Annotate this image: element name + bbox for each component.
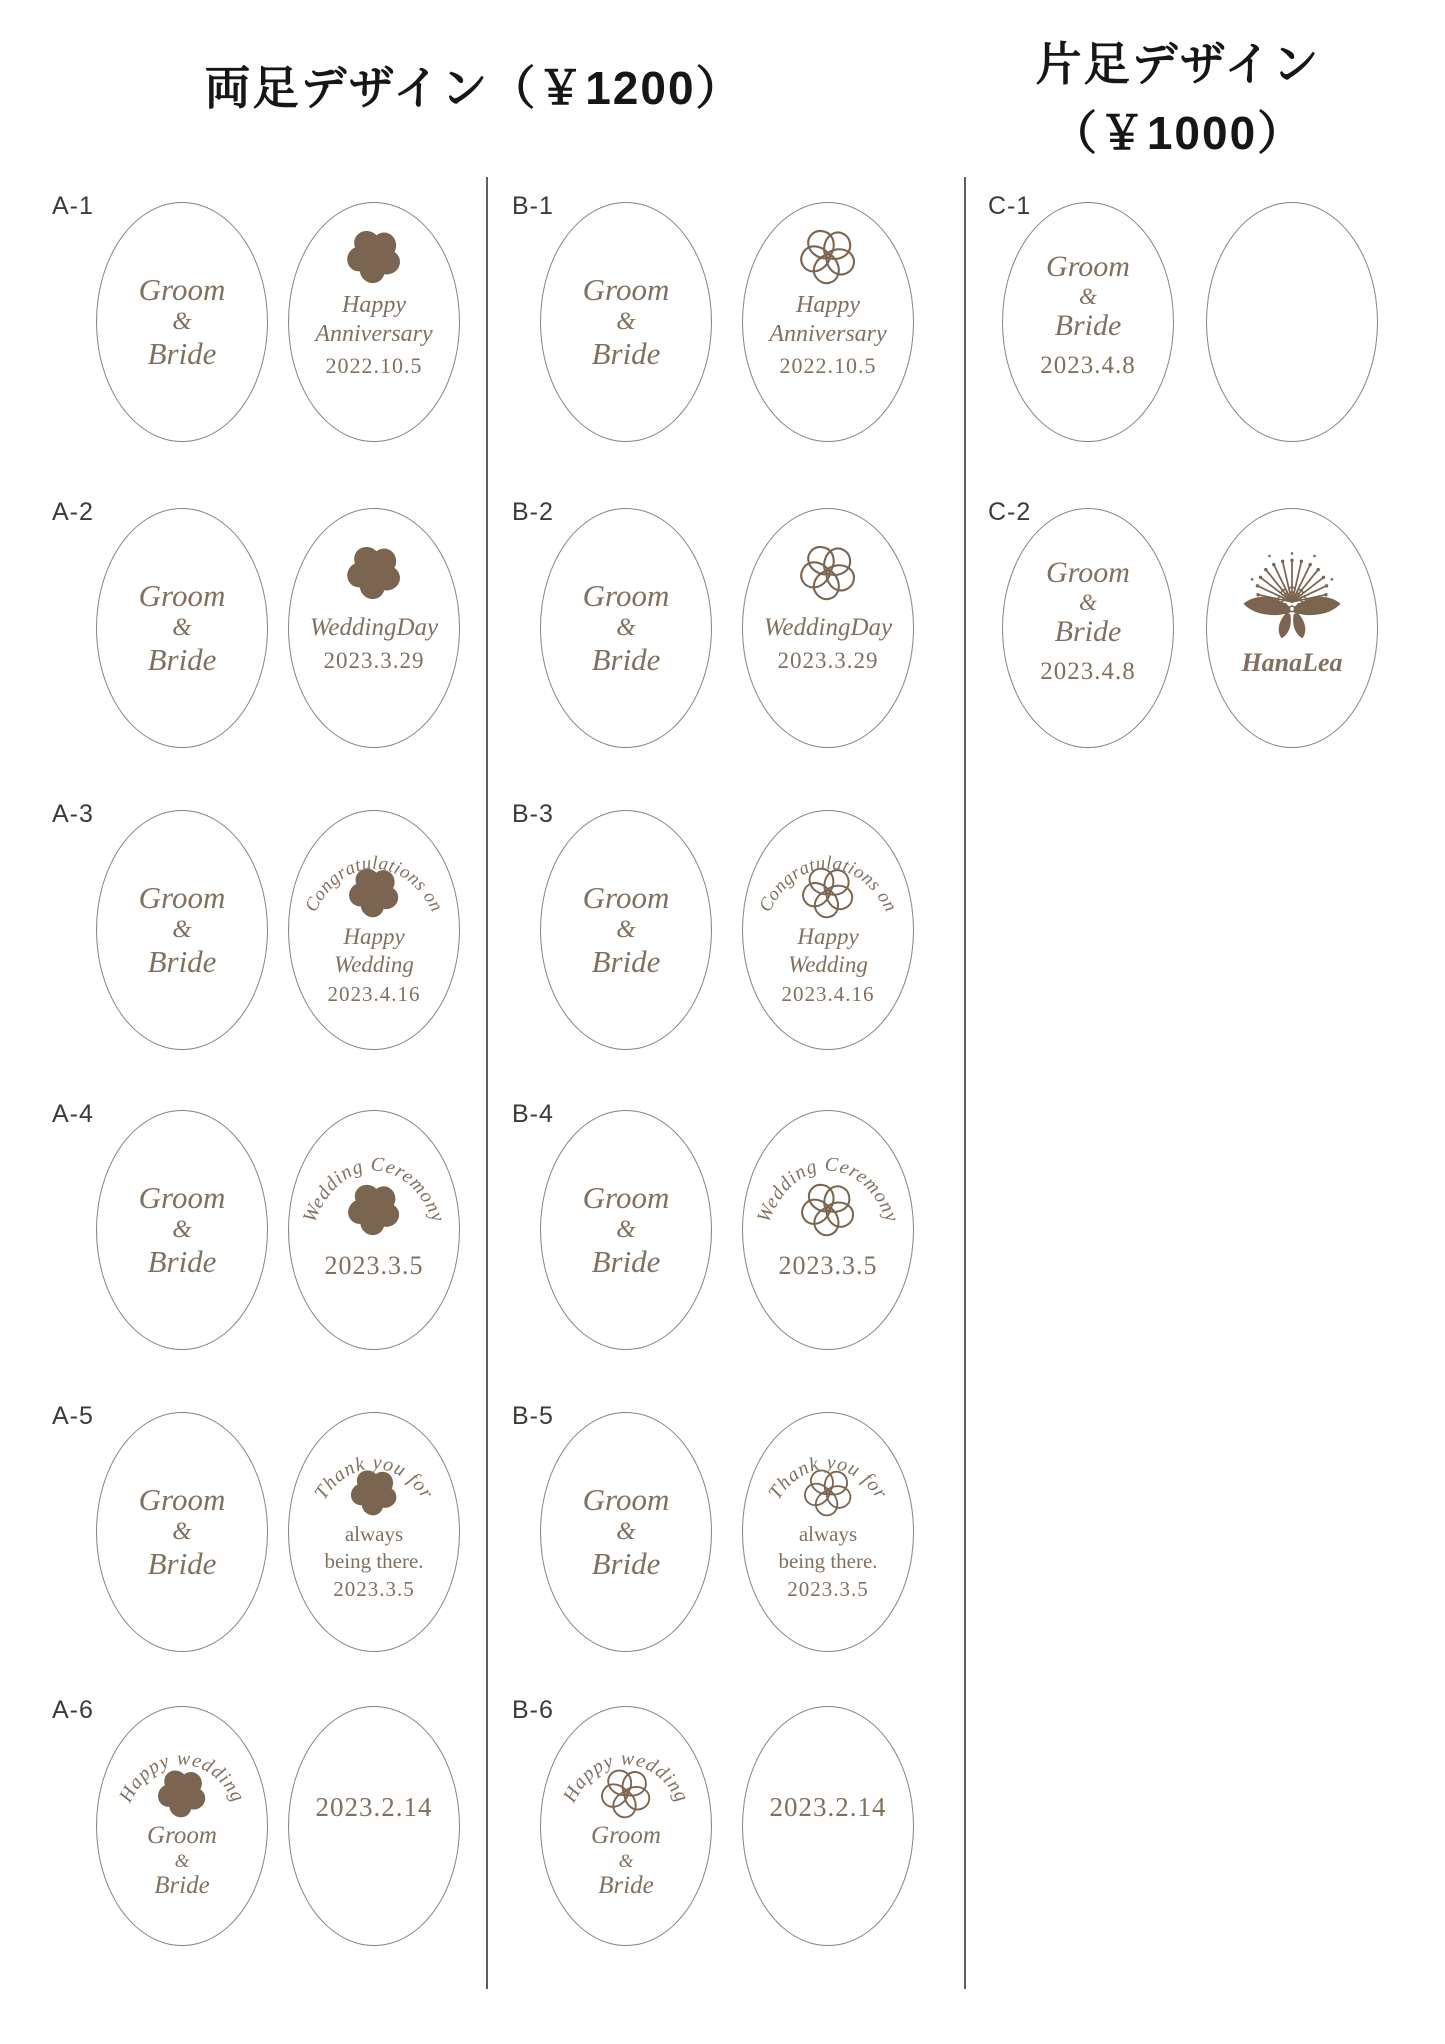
ampersand-text: &	[1079, 283, 1097, 309]
groom-text: Groom	[138, 879, 226, 915]
groom-text: Groom	[138, 1179, 226, 1215]
groom-text: Groom	[582, 1179, 670, 1215]
date-text: 2022.10.5	[325, 352, 423, 378]
plumeria-flower-filled-icon	[346, 1181, 402, 1237]
oval-groom-bride	[540, 1110, 712, 1350]
date-text: 2022.10.5	[779, 352, 877, 378]
one-foot-title-line1: 片足デザイン	[1035, 38, 1321, 90]
oval-groom-bride-date	[1002, 202, 1174, 442]
bride-text: Bride	[591, 642, 661, 678]
oval-groom-bride	[540, 202, 712, 442]
ampersand-text: &	[616, 1517, 636, 1545]
both-feet-title: 両足デザイン（￥1200）	[204, 62, 744, 114]
oval-groom-bride-date	[1002, 508, 1174, 748]
message-line: always	[798, 1522, 858, 1546]
message-line: always	[344, 1522, 404, 1546]
groom-text: Groom	[1046, 556, 1130, 590]
groom-text: Groom	[1046, 250, 1130, 284]
message-line: Happy	[796, 292, 860, 318]
groom-text: Groom	[582, 879, 670, 915]
design-c2	[988, 498, 1445, 760]
bride-text: Bride	[147, 336, 217, 372]
plumeria-flower-outline-icon	[803, 1467, 853, 1517]
groom-text: Groom	[582, 577, 670, 613]
design-label: A-1	[52, 192, 94, 220]
bride-text: Bride	[1054, 614, 1122, 648]
plumeria-flower-filled-icon	[349, 1467, 399, 1517]
ampersand-text: &	[616, 613, 636, 641]
message-line: Anniversary	[769, 321, 887, 348]
groom-text: Groom	[138, 271, 226, 307]
oval-blank	[1206, 202, 1378, 442]
oval-message	[742, 810, 914, 1050]
bride-text: Bride	[591, 944, 661, 980]
arc-text: Congratulations on	[300, 852, 448, 916]
oval-groom-bride	[540, 1412, 712, 1652]
design-label: A-4	[52, 1100, 94, 1128]
oval-date-only	[288, 1706, 460, 1946]
plumeria-flower-filled-icon	[156, 1767, 208, 1819]
design-label: B-2	[512, 498, 554, 526]
date-text: 2023.3.5	[787, 1576, 869, 1601]
oval-message	[288, 1110, 460, 1350]
groom-text: Groom	[582, 1481, 670, 1517]
design-a6	[52, 1696, 517, 1958]
ampersand-text: &	[172, 1215, 192, 1243]
arc-text: Wedding Ceremony	[298, 1153, 450, 1226]
oval-groom-bride	[96, 508, 268, 748]
design-a1	[52, 192, 517, 454]
date-text: 2023.4.16	[327, 982, 421, 1007]
message-line: Wedding	[788, 952, 868, 978]
design-b5	[512, 1402, 977, 1664]
design-b2	[512, 498, 977, 760]
oval-message	[288, 508, 460, 748]
date-text: 2023.2.14	[315, 1792, 433, 1823]
arc-text: Thank you for	[310, 1451, 439, 1504]
design-label: A-6	[52, 1696, 94, 1724]
oval-groom-bride	[96, 202, 268, 442]
groom-text: Groom	[582, 271, 670, 307]
design-b1	[512, 192, 977, 454]
oval-message	[96, 1706, 268, 1946]
groom-text: Groom	[147, 1822, 217, 1849]
plumeria-flower-filled-icon	[345, 543, 403, 601]
ampersand-text: &	[174, 1850, 190, 1872]
design-b3	[512, 800, 977, 1062]
design-a2	[52, 498, 517, 760]
plumeria-flower-outline-icon	[799, 543, 857, 601]
date-text: 2023.4.8	[1040, 352, 1136, 380]
plumeria-flower-filled-icon	[347, 865, 401, 919]
design-label: B-6	[512, 1696, 554, 1724]
design-label: B-5	[512, 1402, 554, 1430]
oval-message	[742, 202, 914, 442]
date-text: 2023.3.5	[333, 1576, 415, 1601]
date-text: 2023.4.16	[781, 982, 875, 1007]
oval-shop-logo	[1206, 508, 1378, 748]
design-a4	[52, 1100, 517, 1362]
bride-text: Bride	[591, 1546, 661, 1582]
plumeria-flower-outline-icon	[800, 1181, 856, 1237]
oval-date-only	[742, 1706, 914, 1946]
oval-message	[742, 1110, 914, 1350]
design-label: B-3	[512, 800, 554, 828]
oval-message	[540, 1706, 712, 1946]
date-text: 2023.2.14	[769, 1792, 887, 1823]
bride-text: Bride	[147, 642, 217, 678]
ampersand-text: &	[616, 915, 636, 943]
message-line: Happy	[342, 292, 406, 318]
message-line: WeddingDay	[763, 614, 893, 641]
ampersand-text: &	[172, 613, 192, 641]
ampersand-text: &	[616, 307, 636, 335]
arc-text: Wedding Ceremony	[752, 1153, 904, 1226]
lehua-flower-icon	[1231, 543, 1353, 647]
design-c1	[988, 192, 1445, 454]
oval-message	[742, 1412, 914, 1652]
groom-text: Groom	[138, 577, 226, 613]
message-line: Happy	[343, 924, 405, 949]
bride-text: Bride	[591, 1244, 661, 1280]
oval-message	[742, 508, 914, 748]
design-b4	[512, 1100, 977, 1362]
date-text: 2023.3.29	[777, 647, 879, 673]
oval-message	[288, 202, 460, 442]
arc-text: Happy wedding	[114, 1747, 250, 1806]
design-b6	[512, 1696, 977, 1958]
ampersand-text: &	[616, 1215, 636, 1243]
message-line: being there.	[324, 1549, 424, 1574]
oval-message	[288, 1412, 460, 1652]
date-text: 2023.3.29	[323, 647, 425, 673]
bride-text: Bride	[147, 944, 217, 980]
design-label: C-2	[988, 498, 1032, 526]
plumeria-flower-outline-icon	[600, 1767, 652, 1819]
date-text: 2023.3.5	[778, 1251, 878, 1280]
arc-text: Congratulations on	[754, 852, 902, 916]
oval-message	[288, 810, 460, 1050]
oval-groom-bride	[540, 810, 712, 1050]
date-text: 2023.3.5	[324, 1251, 424, 1280]
design-label: C-1	[988, 192, 1032, 220]
design-a5	[52, 1402, 517, 1664]
arc-text: Happy wedding	[558, 1747, 694, 1806]
design-label: B-1	[512, 192, 554, 220]
bride-text: Bride	[1054, 308, 1122, 342]
ampersand-text: &	[172, 915, 192, 943]
bride-text: Bride	[147, 1546, 217, 1582]
design-a3	[52, 800, 517, 1062]
one-foot-title	[1000, 30, 1356, 168]
ampersand-text: &	[1079, 589, 1097, 615]
groom-text: Groom	[138, 1481, 226, 1517]
message-line: Wedding	[334, 952, 414, 978]
message-line: WeddingDay	[309, 614, 439, 641]
plumeria-flower-outline-icon	[799, 227, 857, 285]
bride-text: Bride	[147, 1244, 217, 1280]
arc-text: Thank you for	[764, 1451, 893, 1504]
oval-groom-bride	[96, 1110, 268, 1350]
oval-groom-bride	[540, 508, 712, 748]
message-line: Happy	[797, 924, 859, 949]
design-label: B-4	[512, 1100, 554, 1128]
bride-text: Bride	[154, 1871, 210, 1899]
design-label: A-2	[52, 498, 94, 526]
shop-logo-text: HanaLea	[1241, 648, 1343, 677]
design-label: A-5	[52, 1402, 94, 1430]
ampersand-text: &	[618, 1850, 634, 1872]
ampersand-text: &	[172, 1517, 192, 1545]
plumeria-flower-filled-icon	[345, 227, 403, 285]
message-line: Anniversary	[315, 321, 433, 348]
bride-text: Bride	[598, 1871, 654, 1899]
oval-groom-bride	[96, 1412, 268, 1652]
bride-text: Bride	[591, 336, 661, 372]
design-label: A-3	[52, 800, 94, 828]
ampersand-text: &	[172, 307, 192, 335]
message-line: being there.	[778, 1549, 878, 1574]
one-foot-title-line2: （￥1000）	[1050, 107, 1306, 159]
date-text: 2023.4.8	[1040, 658, 1136, 686]
oval-groom-bride	[96, 810, 268, 1050]
plumeria-flower-outline-icon	[801, 865, 855, 919]
groom-text: Groom	[591, 1822, 661, 1849]
